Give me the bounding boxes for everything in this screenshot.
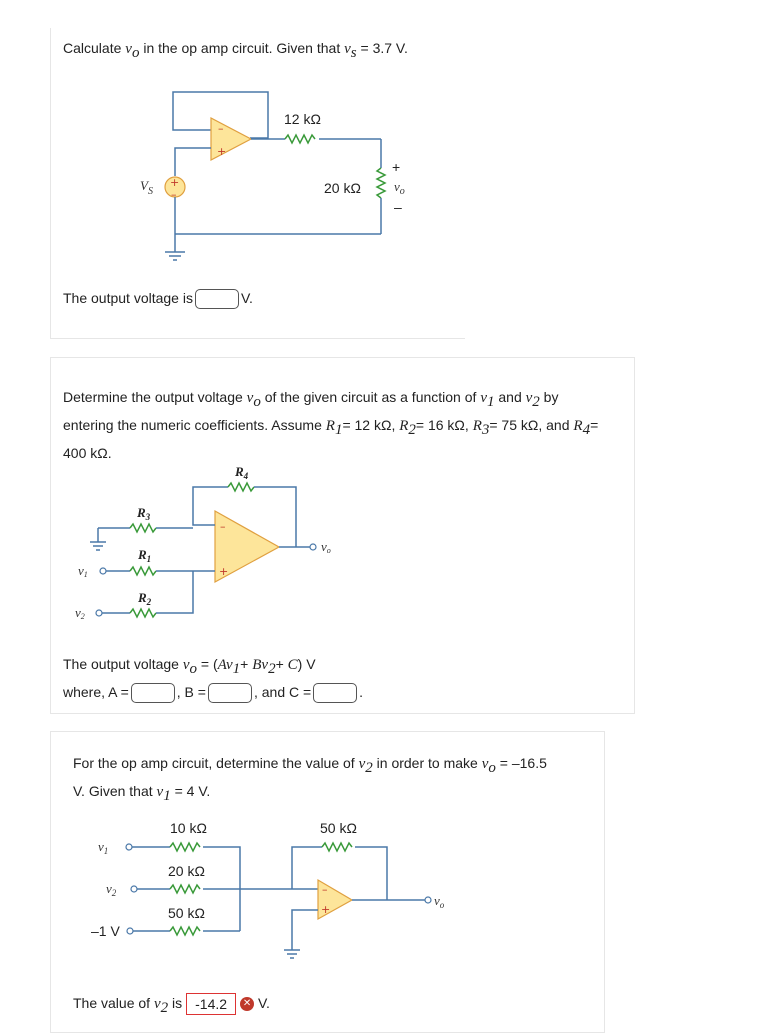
svg-text:–: – <box>220 520 226 533</box>
svg-text:R3: $R_3$ <box>137 505 151 522</box>
svg-text:v2: v2 <box>75 605 85 621</box>
incorrect-x-icon: ✕ <box>240 997 254 1011</box>
svg-text:+: + <box>217 145 227 158</box>
svg-text:+: + <box>392 159 401 175</box>
q2-answer-block: The output voltage $v_o = (Av_1+ Bv_2+ C)$ V where, A = , B = , and C = . <box>63 653 363 703</box>
q1-label-vo: $v_o$ <box>394 179 405 197</box>
q3-resistor-20k <box>170 885 200 893</box>
svg-text:–: – <box>171 188 177 201</box>
q3-answer-input[interactable]: -14.2 <box>186 993 236 1015</box>
q1-label-vs: $V_S$ <box>140 178 153 197</box>
svg-text:v2: $v_2$ <box>106 881 117 898</box>
svg-text:vo: $v_o$ <box>434 893 445 910</box>
q1-prompt: Calculate $v_o$ in the op amp circuit. Given that $v_s = 3.7$ V. <box>63 40 408 61</box>
svg-text:–1 V: –1 V <box>91 923 120 939</box>
svg-text:v1: v1 <box>78 563 88 579</box>
svg-text:vo: vo <box>321 539 331 555</box>
svg-text:+: + <box>170 176 180 189</box>
svg-text:+: + <box>321 903 331 916</box>
q3-resistor-50k-in <box>170 927 200 935</box>
svg-text:R4: $R_4$ <box>235 464 249 481</box>
svg-text:20 kΩ: 20 kΩ <box>168 863 205 879</box>
svg-text:–: – <box>218 122 224 135</box>
q3-resistor-50k-fb <box>322 843 352 851</box>
svg-text:10 kΩ: 10 kΩ <box>170 820 207 836</box>
q1-label-20k: 20 kΩ <box>324 180 361 196</box>
svg-text:–: – <box>394 199 402 215</box>
q2-prompt: Determine the output voltage $v_o$ of the given circuit as a function of $v_1$ and $v_2$ by entering the numeric coefficients. Assume $R_1= 12$ kΩ, $R_2= 16$ kΩ, $R_3= 75$ kΩ, and $R_4=$ 400 kΩ. <box>63 389 599 461</box>
svg-text:v1: $v_1$ <box>98 839 109 856</box>
q1-label-12k: 12 kΩ <box>284 111 321 127</box>
svg-text:50 kΩ: 50 kΩ <box>168 905 205 921</box>
q3-resistor-10k <box>170 843 200 851</box>
q1-answer-row: The output voltage is V. <box>63 287 253 309</box>
svg-text:+: + <box>219 565 229 578</box>
svg-text:50 kΩ: 50 kΩ <box>320 820 357 836</box>
svg-text:R1: $R_1$ <box>138 547 152 564</box>
q3-prompt: For the op amp circuit, determine the value of $v_2$ in order to make $v_o = -16.5$ V. Given that $v_1 = 4$ V. <box>73 755 547 804</box>
svg-text:R2: $R_2$ <box>138 590 152 607</box>
svg-text:–: – <box>322 883 328 896</box>
q3-answer-row: The value of $v_2$ is -14.2 ✕ V. <box>73 995 270 1016</box>
